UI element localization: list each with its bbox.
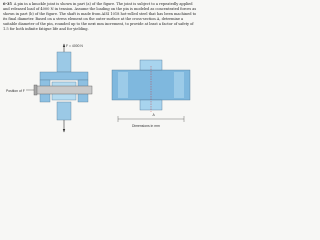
load-label: F = 4000 N	[66, 44, 83, 48]
pin-segment-right	[174, 72, 184, 98]
problem-body: A pin in a knuckle joint is shown in part (a) of the figure. The joint is subject to a repeatedly applied and released load of 4000 N in tension. Assume the loading on the pin is modeled as concentrated forces as shown in part (b) of the figure. The shaft is made from AISI 1018 hot-rolled steel that has been machined to its final diameter. Based on a stress element on the outer surface at the cross-section A, determine a suitable diameter of the pin, rounded up to the next mm increment, to provide at least a factor of safety of 1.5 for both infinite fatigue life and for yielding.	[3, 2, 197, 31]
lower-rod	[57, 102, 71, 120]
problem-number: 6-35	[3, 2, 12, 6]
pin-segment-left	[118, 72, 128, 98]
dimension-label: Dimensions in mm	[132, 124, 160, 128]
upper-rod	[57, 52, 71, 72]
pin	[36, 86, 92, 94]
figure-part-b	[112, 60, 190, 128]
knuckle-joint-figure	[0, 0, 200, 139]
figure-part-a	[6, 44, 92, 133]
load-arrowhead-bottom	[63, 129, 65, 133]
clevis-top-plate	[40, 72, 88, 80]
section-label: A	[152, 113, 155, 117]
pin-head	[34, 85, 37, 95]
load-arrowhead-top	[63, 44, 65, 48]
pin-position-label: Position of F	[6, 89, 25, 93]
